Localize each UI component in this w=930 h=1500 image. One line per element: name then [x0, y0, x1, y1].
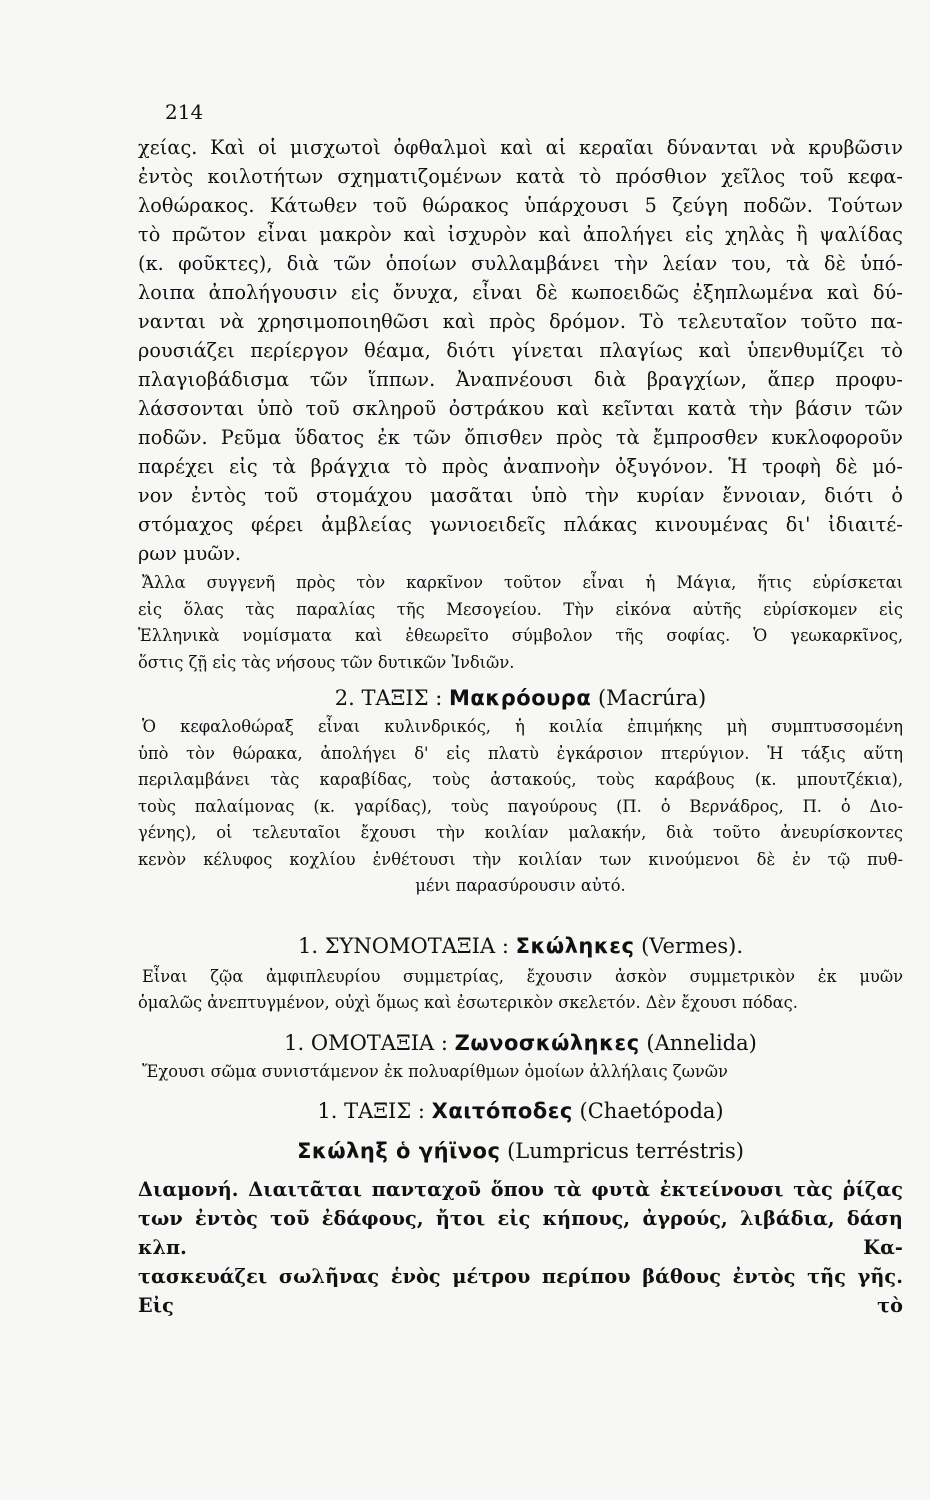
heading-greek: Ζωνοσκώληκες	[454, 1030, 640, 1055]
text-line: Ἑλληνικὰ νομίσματα καὶ ἐθεωρεῖτο σύμβολον τῆς σοφίας. Ὁ γεωκαρκῖνος,	[138, 626, 903, 645]
text-line: ὁμαλῶς ἀνεπτυγμένον, οὐχὶ ὅμως καὶ ἐσωτερικὸν σκελετόν. Δὲν ἔχουσι πόδας.	[138, 993, 798, 1012]
text-line: Ἄλλα συγγενῆ πρὸς τὸν καρκῖνον τοῦτον εἶναι ἡ Μάγια, ἥτις εὑρίσκεται	[142, 573, 903, 592]
heading-latin: (Lumpricus terréstris)	[507, 1139, 744, 1163]
heading-species-earthworm	[138, 1139, 903, 1163]
text-line: κενὸν κέλυφος κοχλίου ἐνθέτουσι τὴν κοιλίαν των κινούμενοι δὲ ἐν τῷ πυθ-	[138, 849, 903, 869]
heading-latin: (Vermes).	[641, 933, 743, 958]
text-line: ὑπὸ τὸν θώρακα, ἀπολήγει δ' εἰς πλατὺ ἐγκάρσιον πτερύγιον. Ἡ τάξις αὕτη	[138, 743, 903, 763]
heading-greek: Χαιτόποδες	[431, 1099, 573, 1123]
paragraph-annelida	[138, 1059, 903, 1086]
heading-latin: (Annelida)	[646, 1030, 757, 1055]
heading-greek: Μακρόουρα	[448, 686, 592, 710]
text-line: λάσσονται ὑπὸ τοῦ σκληροῦ ὀστράκου καὶ κεῖνται κατὰ τὴν βάσιν τῶν	[138, 397, 903, 420]
heading-synomotaxia-vermes	[138, 934, 903, 958]
page-number: 214	[165, 100, 204, 124]
text-line: Ὁ κεφαλοθώραξ εἶναι κυλινδρικός, ἡ κοιλία ἐπιμήκης μὴ συμπτυσσομένη	[142, 717, 903, 736]
text-line: Διαμονή. Διαιτᾶται πανταχοῦ ὅπου τὰ φυτὰ ἐκτείνουσι τὰς ῥίζας	[138, 1178, 903, 1201]
heading-latin: (Macrúra)	[597, 686, 707, 710]
text-line: ἐντὸς κοιλοτήτων σχηματιζομένων κατὰ τὸ πρόσθιον χεῖλος τοῦ κεφα-	[138, 165, 903, 188]
text-line: πλαγιοβάδισμα τῶν ἵππων. Ἀναπνέουσι διὰ βραγχίων, ἅπερ προφυ-	[138, 368, 903, 391]
text-line: μένι παρασύρουσιν αὐτό.	[415, 876, 626, 895]
heading-latin: (Chaetópoda)	[579, 1099, 724, 1123]
text-line: νανται νὰ χρησιμοποιηθῶσι καὶ πρὸς δρόμον. Τὸ τελευταῖον τοῦτο πα-	[138, 310, 903, 333]
paragraph-crab-anatomy	[138, 133, 903, 568]
text-line: ποδῶν. Ρεῦμα ὕδατος ἐκ τῶν ὄπισθεν πρὸς τὰ ἔμπροσθεν κυκλοφοροῦν	[138, 426, 903, 449]
heading-number: 2. ΤΑΞΙΣ :	[334, 686, 443, 710]
paragraph-macrura	[138, 714, 903, 900]
text-line: τὸ πρῶτον εἶναι μακρὸν καὶ ἰσχυρὸν καὶ ἀπολήγει εἰς χηλὰς ἢ ψαλίδας	[138, 223, 903, 246]
paragraph-habitat	[138, 1175, 903, 1320]
text-line: των ἐντὸς τοῦ ἐδάφους, ἤτοι εἰς κήπους, ἀγρούς, λιβάδια, δάση κλπ. Κα-	[138, 1207, 903, 1259]
text-line: παρέχει εἰς τὰ βράγχια τὸ πρὸς ἀναπνοὴν ὀξυγόνον. Ἡ τροφὴ δὲ μό-	[138, 455, 903, 478]
paragraph-related-species	[138, 570, 903, 676]
text-line: ὅστις ζῇ εἰς τὰς νήσους τῶν δυτικῶν Ἰνδιῶν.	[138, 652, 515, 672]
heading-number: 1. ΟΜΟΤΑΞΙΑ :	[284, 1030, 448, 1055]
heading-taxis-chaetopoda	[138, 1099, 903, 1123]
text-line: ρων μυῶν.	[138, 542, 242, 565]
text-line: τοὺς παλαίμονας (κ. γαρίδας), τοὺς παγούρους (Π. ὁ Βερνάδρος, Π. ὁ Διο-	[138, 796, 903, 816]
text-line: εἰς ὅλας τὰς παραλίας τῆς Μεσογείου. Τὴν εἰκόνα αὐτῆς εὑρίσκομεν εἰς	[138, 599, 903, 619]
paragraph-vermes	[138, 964, 903, 1017]
text-line: λοθώρακος. Κάτωθεν τοῦ θώρακος ὑπάρχουσι 5 ζεύγη ποδῶν. Τούτων	[138, 194, 903, 217]
text-line: νον ἐντὸς τοῦ στομάχου μασᾶται ὑπὸ τὴν κυρίαν ἔννοιαν, διότι ὁ	[138, 484, 903, 507]
text-line: τασκευάζει σωλῆνας ἑνὸς μέτρου περίπου βάθους ἐντὸς τῆς γῆς. Εἰς τὸ	[138, 1265, 903, 1317]
heading-number: 1. ΣΥΝΟΜΟΤΑΞΙΑ :	[298, 933, 509, 958]
text-line: ρουσιάζει περίεργον θέαμα, διότι γίνεται πλαγίως καὶ ὑπενθυμίζει τὸ	[138, 339, 903, 362]
heading-number: 1. ΤΑΞΙΣ :	[317, 1099, 425, 1123]
text-line: Ἔχουσι σῶμα συνιστάμενον ἐκ πολυαρίθμων ὁμοίων ἀλλήλαις ζωνῶν	[142, 1061, 728, 1081]
text-line: (κ. φοῦκτες), διὰ τῶν ὁποίων συλλαμβάνει τὴν λείαν του, τὰ δὲ ὑπό-	[138, 252, 903, 275]
text-line: Εἶναι ζῷα ἀμφιπλευρίου συμμετρίας, ἔχουσιν ἀσκὸν συμμετρικὸν ἐκ μυῶν	[142, 966, 903, 986]
heading-omotaxia-annelida	[138, 1031, 903, 1055]
heading-greek: Σκώληξ ὁ γήϊνος	[297, 1139, 501, 1163]
text-line: λοιπα ἀπολήγουσιν εἰς ὄνυχα, εἶναι δὲ κωποειδῶς ἐξηπλωμένα καὶ δύ-	[138, 281, 903, 304]
heading-greek: Σκώληκες	[515, 933, 635, 958]
text-line: χείας. Καὶ οἱ μισχωτοὶ ὀφθαλμοὶ καὶ αἱ κεραῖαι δύνανται νὰ κρυβῶσιν	[138, 136, 903, 159]
text-body	[138, 133, 903, 1320]
text-line: περιλαμβάνει τὰς καραβίδας, τοὺς ἀστακούς, τοὺς καράβους (κ. μπουτζέκια),	[138, 770, 903, 789]
heading-taxis-macrura	[138, 686, 903, 710]
text-line: γένης), οἱ τελευταῖοι ἔχουσι τὴν κοιλίαν μαλακήν, διὰ τοῦτο ἀνευρίσκοντες	[138, 823, 903, 842]
text-line: στόμαχος φέρει ἀμβλείας γωνιοειδεῖς πλάκας κινουμένας δι' ἰδιαιτέ-	[138, 513, 903, 536]
